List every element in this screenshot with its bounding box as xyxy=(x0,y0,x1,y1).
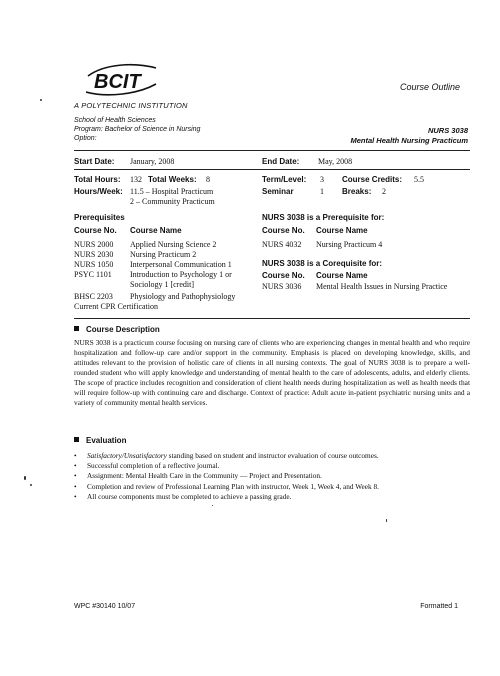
course-no: NURS 3036 xyxy=(262,282,302,291)
course-name: Sociology 1 [credit] xyxy=(130,280,194,289)
bcit-logo xyxy=(86,62,158,96)
breaks-label: Breaks: xyxy=(342,187,372,196)
hours-week-label: Hours/Week: xyxy=(74,187,123,196)
list-item xyxy=(74,451,470,461)
course-no: Current CPR Certification xyxy=(74,302,158,311)
course-name: Nursing Practicum 4 xyxy=(316,240,383,249)
seminar-label: Seminar xyxy=(262,187,294,196)
bullet-square-icon xyxy=(74,326,79,331)
table-row xyxy=(74,280,254,290)
table-row xyxy=(74,270,254,280)
hours-week-row xyxy=(74,187,470,197)
course-description-text: NURS 3038 is a practicum course focusing on nursing care of clients who are experiencing changes in mental health and who require hospitalization and follow-up care and/or support in the community. Emphasis is placed on developing knowledge, skills, and attitudes relevant to the provision of holistic care of clients in all nursing contexts. The goal of NURS 3038 is to prepare a well-rounded student who will apply knowledge and understanding of mental health to the care of adolescents, adults, and elderly clients. The scope of practice includes recognition and consideration of client health needs during hospitalization as well as health needs that will require follow-up with continuing care and discharge. Context of practice: Adult acute in-patient psychiatric nursing units and a variety of community mental health services. xyxy=(74,338,470,407)
list-item xyxy=(74,471,470,481)
course-name: Mental Health Issues in Nursing Practice xyxy=(316,282,448,291)
table-row xyxy=(74,260,254,270)
page-label: Formatted 1 xyxy=(420,603,458,610)
total-hours-label: Total Hours: xyxy=(74,175,121,184)
scan-speck xyxy=(24,476,26,480)
prerequisites-col-name: Course Name xyxy=(130,226,182,235)
start-date-value: January, 2008 xyxy=(130,157,175,166)
prerequisites-heading: Prerequisites xyxy=(74,213,125,222)
table-row xyxy=(74,250,254,260)
course-description-heading-text: Course Description xyxy=(86,325,160,334)
table-row xyxy=(74,302,254,312)
course-no: PSYC 1101 xyxy=(74,270,112,279)
course-description-heading xyxy=(74,325,160,334)
hours-week-community: 2 – Community Practicum xyxy=(130,197,215,206)
school-name: School of Health Sciences xyxy=(74,117,156,124)
prerequisite-for-heading: NURS 3038 is a Prerequisite for: xyxy=(262,213,385,222)
course-credits-label: Course Credits: xyxy=(342,175,403,184)
corequisite-for-heading: NURS 3038 is a Corequisite for: xyxy=(262,259,383,268)
prerequisites-col-no: Course No. xyxy=(74,226,117,235)
course-no: BHSC 2203 xyxy=(74,292,113,301)
scan-speck xyxy=(30,484,32,486)
dates-row xyxy=(74,157,470,167)
hours-row xyxy=(74,175,470,185)
list-item-text: Successful completion of a reflective journal. xyxy=(87,461,220,471)
course-no: NURS 2030 xyxy=(74,250,114,259)
prerequisite-for-header-row xyxy=(262,226,470,236)
table-row xyxy=(74,292,254,302)
corequisite-for-col-no: Course No. xyxy=(262,271,305,280)
prerequisite-for-col-no: Course No. xyxy=(262,226,305,235)
course-no: NURS 4032 xyxy=(262,240,302,249)
table-row xyxy=(262,240,470,250)
prerequisites-header-row xyxy=(74,226,254,236)
course-title: Mental Health Nursing Practicum xyxy=(350,136,468,145)
list-item-text: standing based on student and instructor evaluation of course outcomes. xyxy=(166,451,379,460)
table-row xyxy=(262,282,470,292)
list-item xyxy=(74,492,470,502)
corequisite-for-header-row xyxy=(262,271,470,281)
svg-text:BCIT: BCIT xyxy=(94,71,141,93)
course-no: NURS 2000 xyxy=(74,240,114,249)
total-hours-value: 132 xyxy=(130,175,142,184)
total-weeks-value: 8 xyxy=(206,175,210,184)
institution-tagline: A POLYTECHNIC INSTITUTION xyxy=(74,101,188,110)
scan-speck xyxy=(212,505,213,506)
info-divider xyxy=(74,169,470,170)
end-date-value: May, 2008 xyxy=(318,157,353,166)
list-item xyxy=(74,482,470,492)
form-code: WPC #30140 10/07 xyxy=(74,603,136,610)
corequisite-for-col-name: Course Name xyxy=(316,271,368,280)
list-item-emphasis: Satisfactory/Unsatisfactory xyxy=(87,451,167,460)
scan-speck xyxy=(40,99,42,101)
hours-week-row-2 xyxy=(74,197,470,207)
hours-week-hospital: 11.5 – Hospital Practicum xyxy=(130,187,214,196)
total-weeks-label: Total Weeks: xyxy=(148,175,197,184)
course-credits-value: 5.5 xyxy=(414,175,424,184)
option-label: Option: xyxy=(74,135,97,142)
list-item xyxy=(74,461,470,471)
term-level-value: 3 xyxy=(320,175,324,184)
description-divider xyxy=(74,318,470,319)
course-name: Introduction to Psychology 1 or xyxy=(130,270,232,279)
scan-speck xyxy=(386,519,387,522)
course-name: Nursing Practicum 2 xyxy=(130,250,197,259)
header-divider xyxy=(74,150,470,151)
evaluation-heading xyxy=(74,436,126,445)
program-name: Program: Bachelor of Science in Nursing xyxy=(74,126,201,133)
bullet-square-icon xyxy=(74,437,79,442)
document-type: Course Outline xyxy=(400,82,461,92)
course-code: NURS 3038 xyxy=(427,126,468,135)
course-no: NURS 1050 xyxy=(74,260,114,269)
end-date-label: End Date: xyxy=(262,157,300,166)
course-name: Physiology and Pathophysiology xyxy=(130,292,236,301)
table-row xyxy=(74,240,254,250)
evaluation-heading-text: Evaluation xyxy=(86,436,127,445)
term-level-label: Term/Level: xyxy=(262,175,307,184)
start-date-label: Start Date: xyxy=(74,157,115,166)
list-item-text: All course components must be completed to achieve a passing grade. xyxy=(87,491,292,501)
prerequisite-for-col-name: Course Name xyxy=(316,226,368,235)
course-name: Applied Nursing Science 2 xyxy=(130,240,217,249)
list-item-text: Completion and review of Professional Learning Plan with instructor, Week 1, Week 4, and Week 8. xyxy=(87,481,379,491)
breaks-value: 2 xyxy=(382,187,386,196)
evaluation-list xyxy=(74,451,470,502)
list-item-text: Assignment: Mental Health Care in the Community — Project and Presentation. xyxy=(87,471,322,481)
seminar-value: 1 xyxy=(320,187,324,196)
course-name: Interpersonal Communication 1 xyxy=(130,260,232,269)
